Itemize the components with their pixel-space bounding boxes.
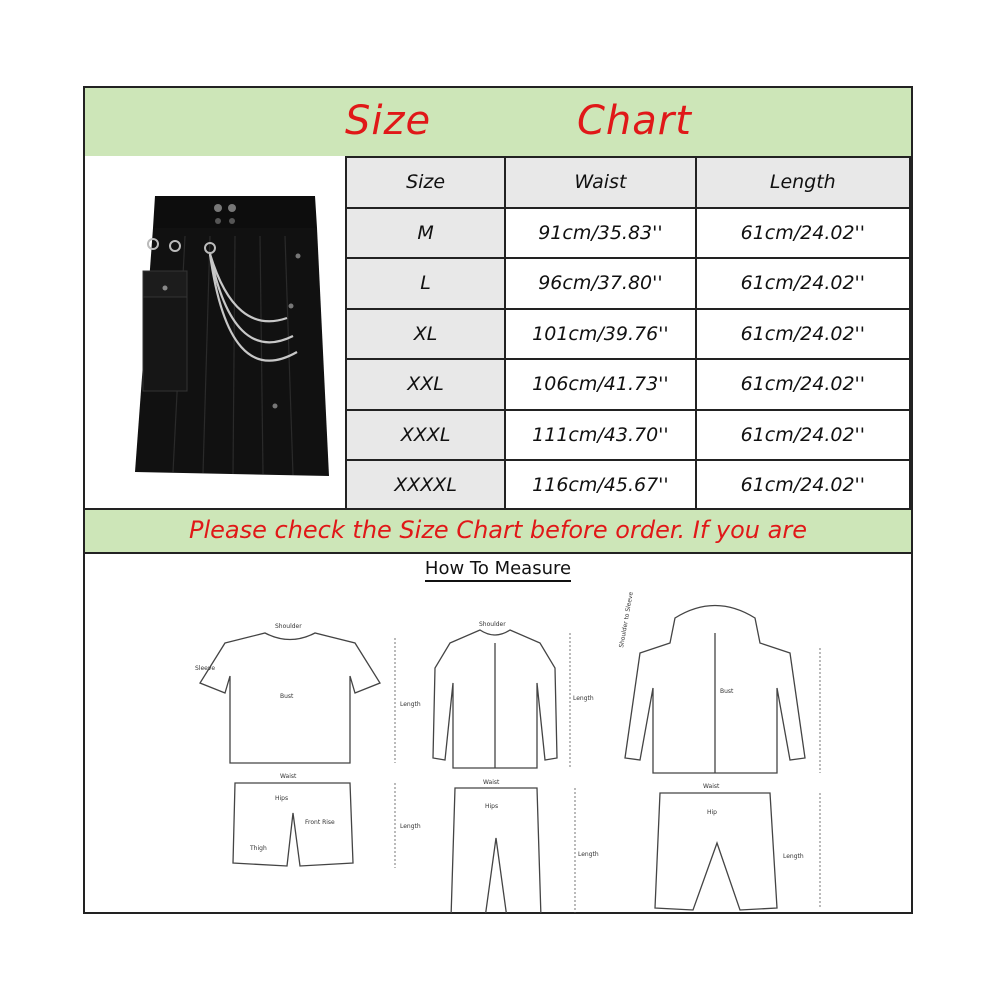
black-kilt-image [115,176,335,486]
header-length: Length [696,157,910,208]
label-bust: Bust [280,693,294,700]
title-band [85,88,911,156]
label-waist: Waist [280,773,297,780]
table-row [346,309,910,360]
how-to-measure-label: How To Measure [425,558,571,582]
label-shoulder-to-sleeve: Shoulder to Sleeve [618,591,635,649]
label-shoulder: Shoulder [275,623,302,630]
size-table [345,156,911,512]
label-hip-joggers: Hip [707,809,717,816]
header-size: Size [346,157,505,208]
label-length: Length [400,701,421,708]
size-cell: M [346,208,505,259]
note-band [85,508,911,554]
label-thigh: Thigh [250,845,267,852]
table-row [346,460,910,511]
table-row [346,208,910,259]
label-length-shirt: Length [573,695,594,702]
label-length-shorts: Length [400,823,421,830]
size-cell: XXL [346,359,505,410]
table-row [346,258,910,309]
shorts-outline [233,783,353,866]
title-size: Size [345,98,432,144]
label-waist-joggers: Waist [703,783,720,790]
label-bust-hoodie: Bust [720,688,734,695]
size-cell: L [346,258,505,309]
measurement-diagrams [165,588,845,913]
length-cell: 61cm/24.02'' [696,460,910,511]
label-waist-trousers: Waist [483,779,500,786]
table-row [346,410,910,461]
table-row [346,359,910,410]
how-to-measure-title [85,558,911,579]
label-front-rise: Front Rise [305,819,335,826]
waist-cell: 111cm/43.70'' [505,410,695,461]
label-hips-trousers: Hips [485,803,499,810]
waist-cell: 116cm/45.67'' [505,460,695,511]
length-cell: 61cm/24.02'' [696,208,910,259]
size-chart-frame [83,86,913,914]
size-cell: XL [346,309,505,360]
table-header-row [346,157,910,208]
size-cell: XXXL [346,410,505,461]
length-cell: 61cm/24.02'' [696,309,910,360]
waist-cell: 96cm/37.80'' [505,258,695,309]
label-length-joggers: Length [783,853,804,860]
waist-cell: 101cm/39.76'' [505,309,695,360]
length-cell: 61cm/24.02'' [696,410,910,461]
label-sleeve: Sleeve [195,665,216,672]
length-cell: 61cm/24.02'' [696,258,910,309]
label-shoulder-shirt: Shoulder [479,621,506,628]
waist-cell: 91cm/35.83'' [505,208,695,259]
waist-cell: 106cm/41.73'' [505,359,695,410]
label-hips: Hips [275,795,289,802]
size-check-note: Please check the Size Chart before order. If you are [189,516,807,544]
title-chart: Chart [577,98,692,144]
length-cell: 61cm/24.02'' [696,359,910,410]
label-length-trousers: Length [578,851,599,858]
header-waist: Waist [505,157,695,208]
size-cell: XXXXL [346,460,505,511]
